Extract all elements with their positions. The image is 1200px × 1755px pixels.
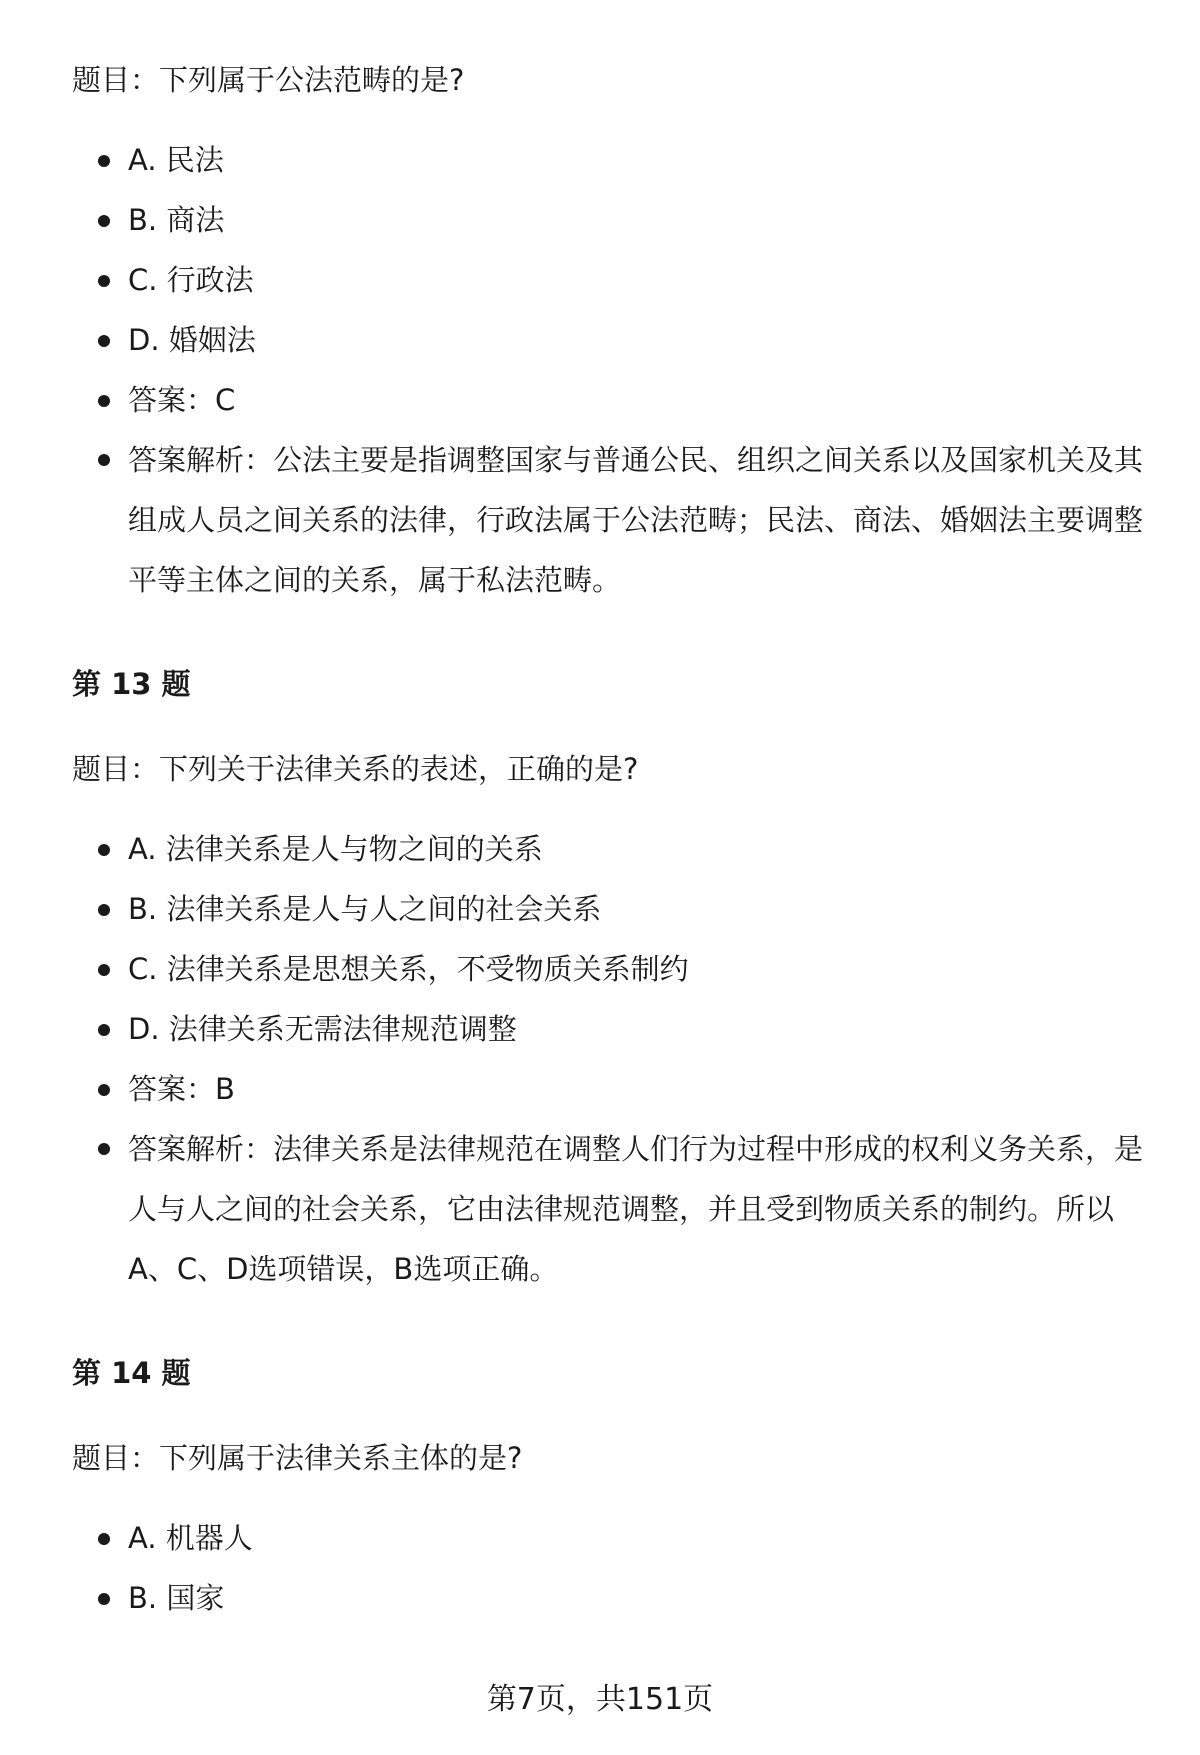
answer-text: 答案：C	[128, 383, 236, 417]
option-text: A. 民法	[128, 143, 224, 177]
bullet-icon	[98, 1593, 110, 1605]
question-prompt: 题目：下列属于公法范畴的是?	[72, 63, 465, 97]
option-item	[72, 827, 1152, 871]
bullet-icon	[98, 454, 110, 466]
bullet-icon	[98, 335, 110, 347]
option-list	[72, 138, 1152, 610]
answer-text: 答案：B	[128, 1072, 235, 1106]
option-item	[72, 887, 1152, 931]
question-prompt: 题目：下列关于法律关系的表述，正确的是?	[72, 752, 639, 786]
answer-item	[72, 378, 1152, 422]
question-prompt: 题目：下列属于法律关系主体的是?	[72, 1441, 523, 1475]
option-text: C. 行政法	[128, 263, 254, 297]
option-text: A. 法律关系是人与物之间的关系	[128, 832, 543, 866]
explanation-item	[72, 1119, 1152, 1299]
bullet-icon	[98, 1084, 110, 1096]
option-item	[72, 1007, 1152, 1051]
explanation-item	[72, 430, 1152, 610]
option-list	[72, 827, 1152, 1299]
option-item	[72, 198, 1152, 242]
option-text: D. 法律关系无需法律规范调整	[128, 1012, 517, 1046]
explanation-text: 答案解析：公法主要是指调整国家与普通公民、组织之间关系以及国家机关及其组成人员之间关系的法律，行政法属于公法范畴；民法、商法、婚姻法主要调整平等主体之间的关系，属于私法范畴。	[128, 443, 1144, 597]
bullet-icon	[98, 215, 110, 227]
option-text: B. 国家	[128, 1581, 225, 1615]
option-item	[72, 138, 1152, 182]
bullet-icon	[98, 964, 110, 976]
option-item	[72, 1576, 1152, 1620]
bullet-icon	[98, 1143, 110, 1155]
answer-item	[72, 1067, 1152, 1111]
bullet-icon	[98, 395, 110, 407]
question-heading: 第 14 题	[72, 1356, 191, 1390]
option-text: B. 法律关系是人与人之间的社会关系	[128, 892, 602, 926]
bullet-icon	[98, 155, 110, 167]
option-text: C. 法律关系是思想关系，不受物质关系制约	[128, 952, 689, 986]
option-text: D. 婚姻法	[128, 323, 256, 357]
bullet-icon	[98, 844, 110, 856]
page-number-footer: 第7页，共151页	[486, 1682, 714, 1717]
option-item	[72, 318, 1152, 362]
option-item	[72, 1516, 1152, 1560]
option-text: B. 商法	[128, 203, 225, 237]
option-list	[72, 1516, 1152, 1620]
bullet-icon	[98, 275, 110, 287]
option-item	[72, 258, 1152, 302]
option-item	[72, 947, 1152, 991]
bullet-icon	[98, 1024, 110, 1036]
page-content	[72, 58, 1152, 1636]
explanation-text: 答案解析：法律关系是法律规范在调整人们行为过程中形成的权利义务关系，是人与人之间的社会关系，它由法律规范调整，并且受到物质关系的制约。所以A、C、D选项错误，B选项正确。	[128, 1132, 1144, 1286]
option-text: A. 机器人	[128, 1521, 253, 1555]
question-heading: 第 13 题	[72, 667, 191, 701]
bullet-icon	[98, 904, 110, 916]
bullet-icon	[98, 1533, 110, 1545]
